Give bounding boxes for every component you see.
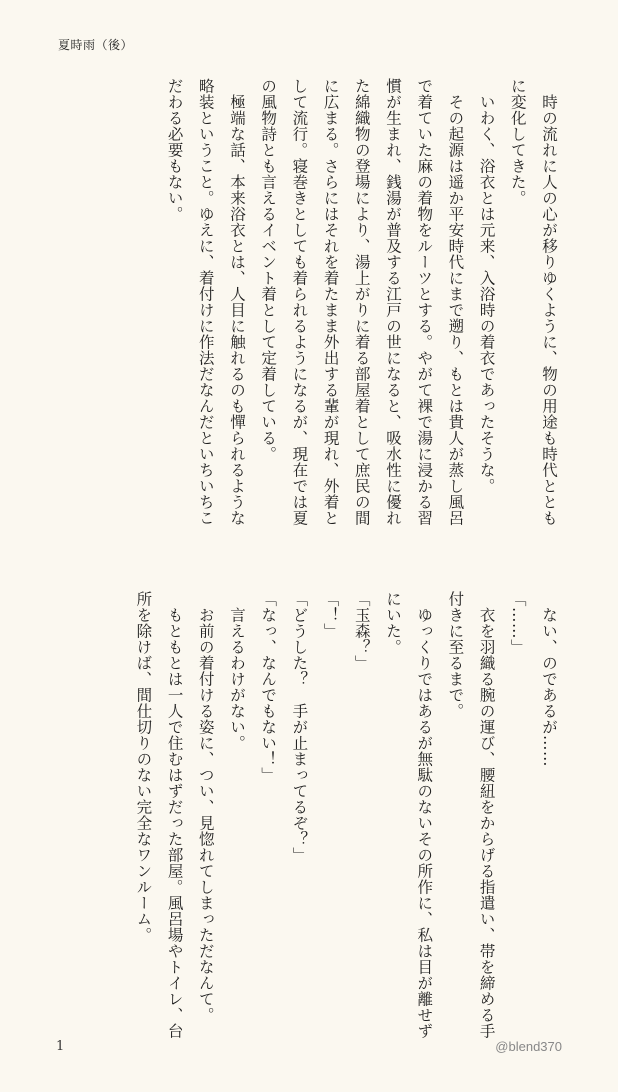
text-block-top [54,78,564,528]
paragraph: 時の流れに人の心が移りゆくように、物の用途も時代とともに変化してきた。 [508,78,558,526]
text-block-bottom [54,591,564,1041]
dialogue-line: 「！」 [321,591,340,639]
paragraph: お前の着付ける姿に、つい、見惚れてしまっただなんて。 [196,606,215,1023]
page-number: 1 [56,1039,65,1054]
dialogue-line: 「なっ、なんでもない！」 [259,591,278,783]
paragraph: 極端な話、本来浴衣とは、人目に触れるのも憚られるような略装ということ。ゆえに、着付けに作法だなんだといちいちこだわる必要もない。 [165,78,246,526]
dialogue-line: 「……」 [508,591,527,655]
dialogue-line: 「どうした？ 手が止まってるぞ？」 [290,591,309,863]
paragraph: ない、のであるが…… [540,606,558,767]
author-handle: @blend370 [495,1039,562,1054]
paragraph: いわく、浴衣とは元来、入浴時の着衣であったそうな。 [477,93,496,494]
paragraph: 衣を羽織る腕の運び、腰紐をからげる指遣い、帯を締める手付きに至るまで。 [446,591,496,1039]
chapter-title: 夏時雨（後） [58,38,134,52]
paragraph: ゆっくりではあるが無駄のないその所作に、私は目が離せずにいた。 [383,591,434,1039]
dialogue-line: 「玉森？」 [352,591,371,671]
paragraph: 言えるわけがない。 [227,606,246,751]
paragraph: もともとは一人で住むはずだった部屋。風呂場やトイレ、台所を除けば、間仕切りのない完全なワンルーム。 [134,591,184,1039]
paragraph: その起源は遥か平安時代にまで遡り、もとは貴人が蒸し風呂で着ていた麻の着物をルーツとする。やがて裸で湯に浸かる習慣が生まれ、銭湯が普及する江戸の世になると、吸水性に優れた綿織物の登場により、湯上がりに着る部屋着として庶民の間に広まる。さらにはそれを着たまま外出する輩が現れ、外着として流行。寝巻きとしても着られるようになるが、現在では夏の風物詩とも言えるイベント着として定着している。 [259,78,465,526]
